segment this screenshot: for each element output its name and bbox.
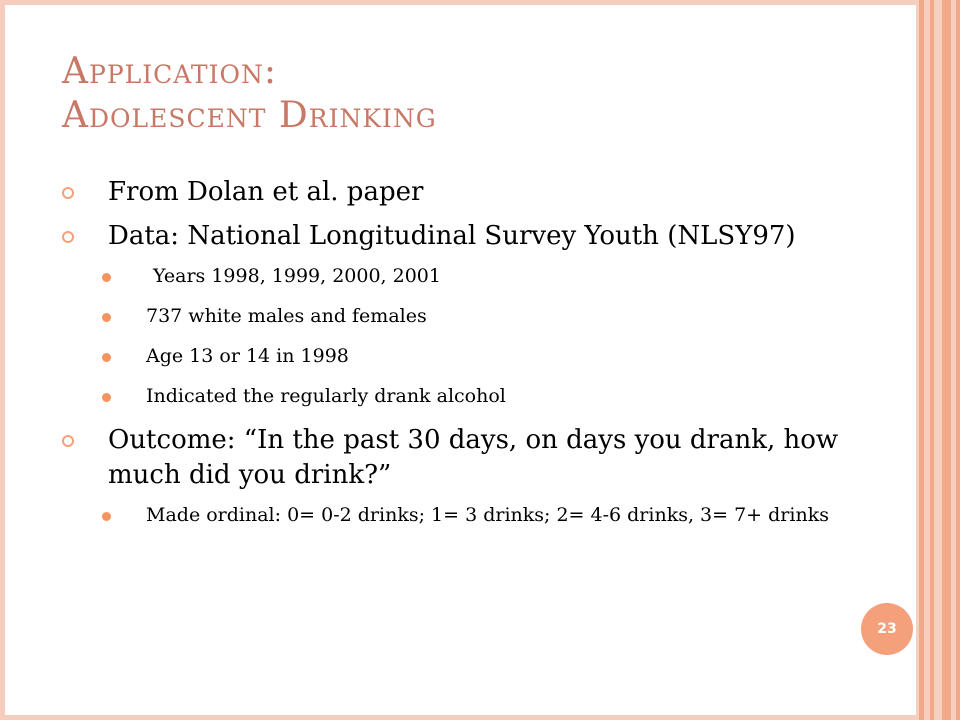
sub-bullet-text: Indicated the regularly drank alcohol <box>146 385 506 407</box>
dot-bullet-icon <box>102 353 111 362</box>
sub-bullet-text: 737 white males and females <box>146 305 427 327</box>
ring-bullet-icon <box>62 187 74 199</box>
sub-bullet-text: Age 13 or 14 in 1998 <box>146 345 349 367</box>
stripe <box>942 0 951 720</box>
bullet-text: Data: National Longitudinal Survey Youth (NLSY97) <box>108 221 796 251</box>
bullet-item <box>62 175 862 210</box>
decorative-stripes <box>916 0 960 720</box>
bullet-list <box>62 175 862 542</box>
dot-bullet-icon <box>102 273 111 282</box>
dot-bullet-icon <box>102 313 111 322</box>
sub-bullet-item <box>62 502 862 528</box>
dot-bullet-icon <box>102 393 111 402</box>
bullet-item <box>62 423 862 493</box>
ring-bullet-icon <box>62 435 74 447</box>
bullet-text: Outcome: “In the past 30 days, on days you drank, how much did you drink?” <box>108 425 839 490</box>
stripe <box>919 0 924 720</box>
bullet-text: From Dolan et al. paper <box>108 177 424 207</box>
dot-bullet-icon <box>102 512 111 521</box>
stripe <box>930 0 934 720</box>
slide-title-line1: Application: <box>62 51 277 92</box>
page-number-badge: 23 <box>861 603 913 655</box>
sub-bullet-item <box>62 343 862 369</box>
slide-frame-bottom <box>0 715 916 720</box>
bullet-item <box>62 219 862 254</box>
slide-title <box>62 50 882 138</box>
sub-bullet-text: Years 1998, 1999, 2000, 2001 <box>153 265 441 287</box>
sub-bullet-text: Made ordinal: 0= 0-2 drinks; 1= 3 drinks; 2= 4-6 drinks, 3= 7+ drinks <box>146 504 829 526</box>
sub-bullet-item <box>62 383 862 409</box>
ring-bullet-icon <box>62 231 74 243</box>
stripe <box>956 0 960 720</box>
slide-title-line2: Adolescent Drinking <box>62 95 437 136</box>
slide-frame-top <box>0 0 916 5</box>
sub-bullet-item <box>62 263 862 289</box>
slide-frame-left <box>0 0 5 720</box>
sub-bullet-item <box>62 303 862 329</box>
